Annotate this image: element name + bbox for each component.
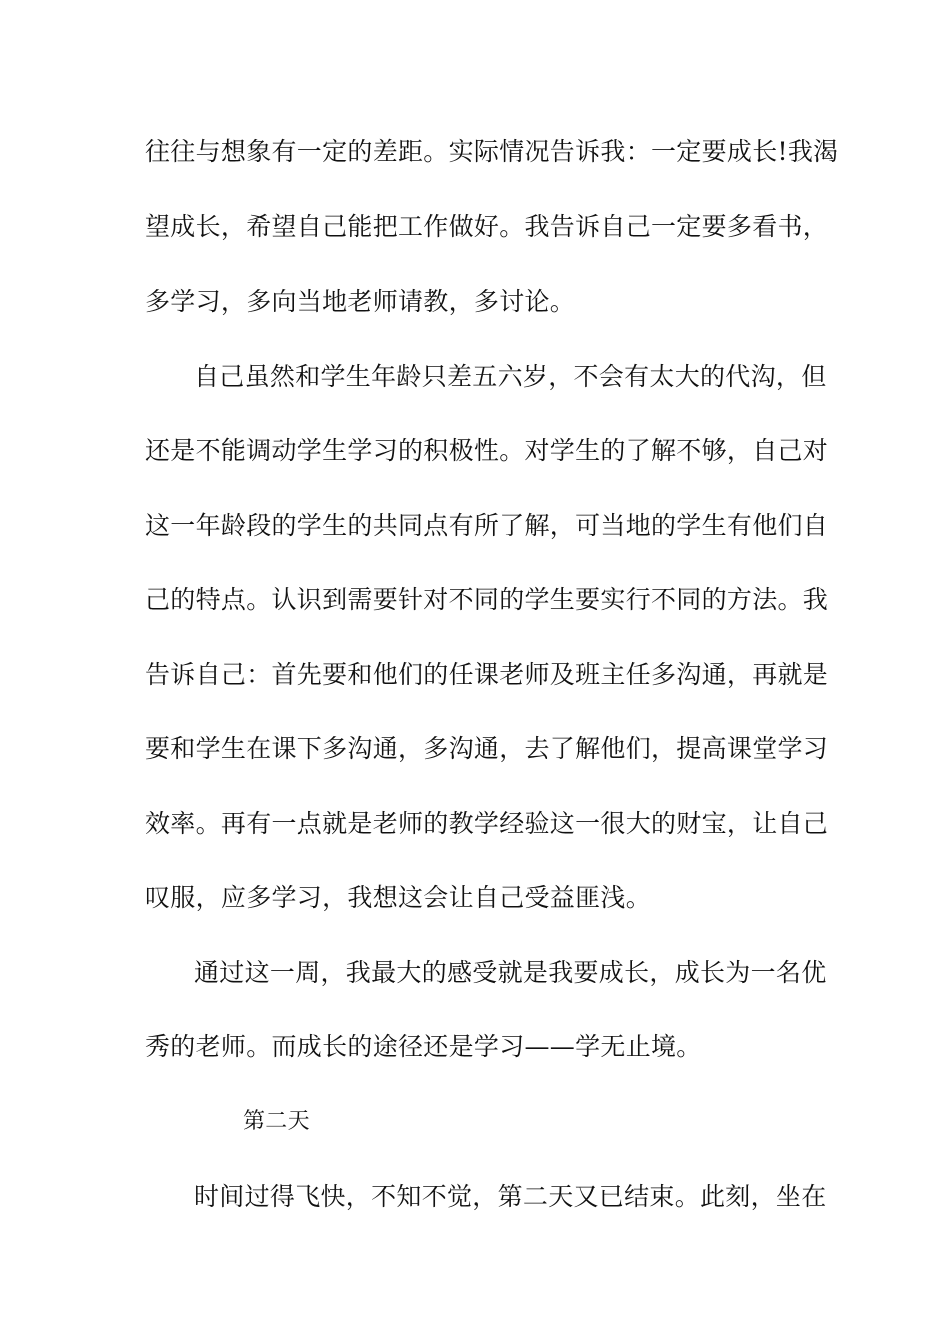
paragraph-first-line: 时间过得飞快，不知不觉，第二天又已结束。此刻，坐在 [194, 1182, 827, 1211]
text-line: 效率。再有一点就是老师的教学经验这一很大的财宝，让自己 [145, 809, 829, 838]
text-line: 要和学生在课下多沟通，多沟通，去了解他们，提高课堂学习 [145, 734, 829, 763]
text-line: 叹服，应多学习，我想这会让自己受益匪浅。 [145, 883, 652, 912]
paragraph-first-line: 通过这一周，我最大的感受就是我要成长，成长为一名优 [194, 958, 827, 987]
text-line: 己的特点。认识到需要针对不同的学生要实行不同的方法。我 [145, 585, 829, 614]
text-line: 秀的老师。而成长的途径还是学习——学无止境。 [145, 1032, 702, 1061]
text-line: 这一年龄段的学生的共同点有所了解，可当地的学生有他们自 [145, 511, 829, 540]
text-line: 多学习，多向当地老师请教，多讨论。 [145, 287, 576, 316]
text-line: 望成长，希望自己能把工作做好。我告诉自己一定要多看书， [145, 212, 829, 241]
section-heading: 第二天 [243, 1109, 310, 1134]
text-line: 往往与想象有一定的差距。实际情况告诉我：一定要成长!我渴 [145, 137, 839, 166]
text-line: 还是不能调动学生学习的积极性。对学生的了解不够，自己对 [145, 436, 829, 465]
text-line: 告诉自己：首先要和他们的任课老师及班主任多沟通，再就是 [145, 660, 829, 689]
paragraph-first-line: 自己虽然和学生年龄只差五六岁，不会有太大的代沟，但 [194, 362, 827, 391]
